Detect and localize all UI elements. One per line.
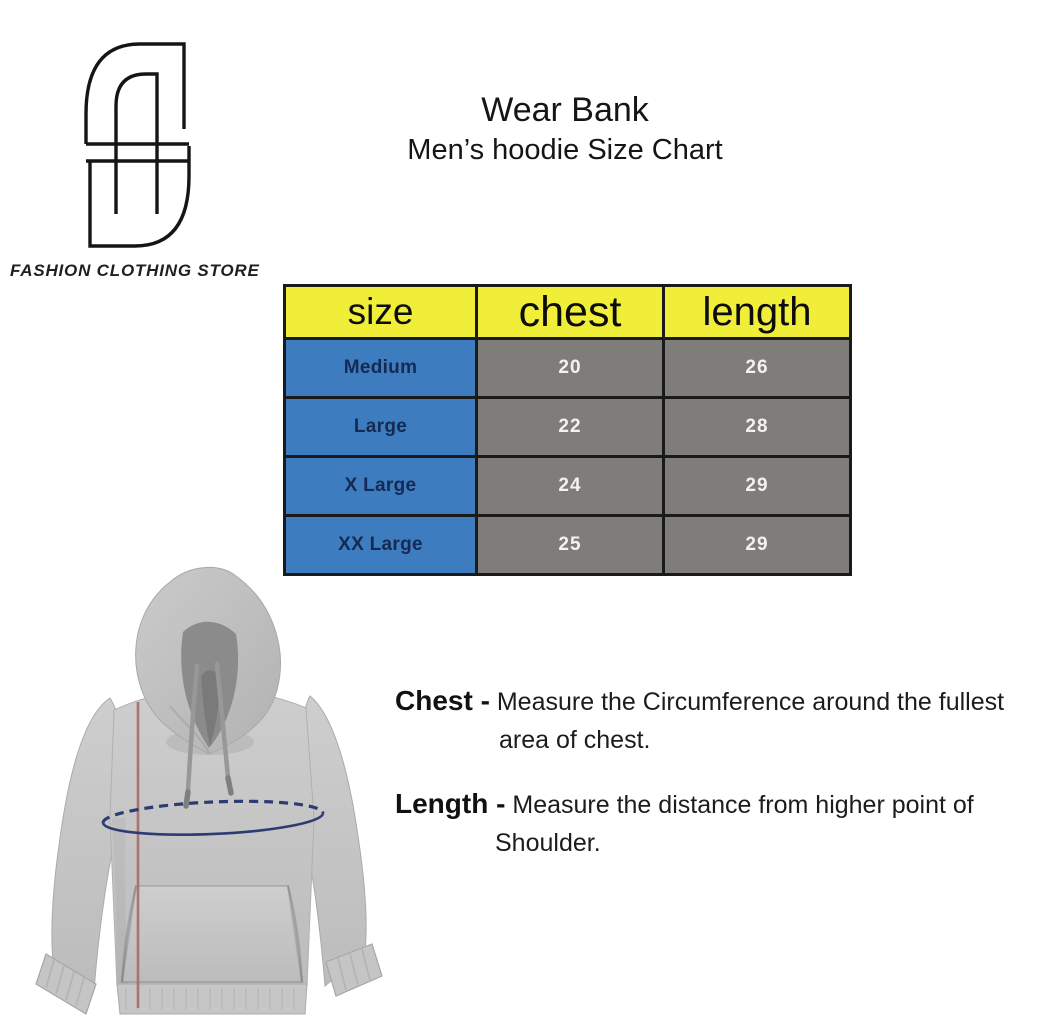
size-cell: X Large (285, 457, 477, 516)
brand-tagline: FASHION CLOTHING STORE (10, 261, 260, 280)
chart-subtitle: Men’s hoodie Size Chart (407, 134, 723, 166)
table-row-large (285, 398, 851, 457)
chest-cell: 22 (477, 398, 664, 457)
length-note (395, 788, 1050, 859)
size-cell: Large (285, 398, 477, 457)
length-note-line1 (395, 788, 1050, 821)
left-drawstring-aglet (186, 792, 188, 806)
chest-cell: 20 (477, 339, 664, 398)
hoodie-measurement-figure (20, 556, 400, 1026)
length-note-text: Measure the distance from higher point of (512, 791, 974, 819)
length-term: Length - (395, 788, 506, 819)
length-cell: 29 (664, 457, 851, 516)
column-header-size: size (285, 286, 477, 339)
hoodie-pocket (122, 886, 302, 982)
logo-top-left-arc (86, 44, 184, 144)
chest-term: Chest - (395, 685, 490, 716)
size-cell: Medium (285, 339, 477, 398)
chest-cell: 25 (477, 516, 664, 575)
chart-title-block (290, 92, 840, 167)
size-table-header-row (285, 286, 851, 339)
brand-logo-monogram-icon (80, 36, 194, 252)
column-header-chest: chest (477, 286, 664, 339)
table-row-medium (285, 339, 851, 398)
size-table (283, 284, 852, 576)
chest-cell: 24 (477, 457, 664, 516)
length-note-line2: Shoulder. (495, 829, 601, 857)
chest-note-text: Measure the Circumference around the fullest (496, 688, 1005, 716)
length-cell: 28 (664, 398, 851, 457)
size-cell: XX Large (285, 516, 477, 575)
right-drawstring-aglet (228, 778, 231, 793)
hoodie-hem-band (117, 984, 307, 1014)
column-header-length: length (664, 286, 851, 339)
chest-note-line1 (395, 685, 1050, 718)
length-cell: 26 (664, 339, 851, 398)
chest-note-line2: area of chest. (499, 726, 651, 754)
brand-name-title: Wear Bank (481, 91, 649, 129)
measurement-notes (395, 685, 1050, 859)
table-row-x-large (285, 457, 851, 516)
chest-note (395, 685, 1050, 756)
length-cell: 29 (664, 516, 851, 575)
